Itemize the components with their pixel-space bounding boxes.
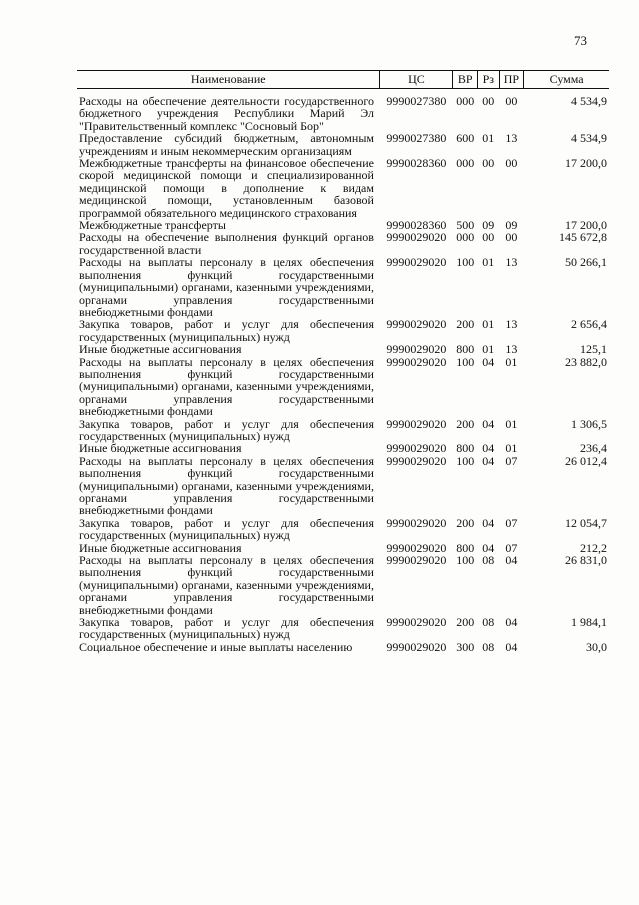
row-sum: 1 306,5	[571, 416, 607, 431]
row-rz: 00	[482, 94, 495, 108]
row-rz: 04	[482, 515, 495, 530]
row-cs: 9990029020	[386, 354, 447, 369]
row-sum: 125,1	[580, 342, 607, 357]
row-vr: 600	[456, 131, 475, 146]
row-cs: 9990028360	[386, 156, 447, 171]
row-cs: 9990029020	[386, 255, 447, 270]
row-cs: 9990029020	[386, 317, 447, 332]
row-name: Иные бюджетные ассигнования	[79, 540, 242, 555]
row-pr: 01	[505, 441, 518, 456]
row-pr: 13	[505, 317, 518, 332]
row-vr: 800	[456, 540, 475, 555]
row-name: Межбюджетные трансферты на финансовое обеспечение скорой медицинской помощи и специализированной медицинской помощи в дополнение к видам медицинской помощи, установленным базовой программой обязательного медицинского страхования	[79, 156, 374, 220]
table-row	[77, 554, 609, 616]
table-header	[77, 71, 609, 89]
row-name: Расходы на выплаты персоналу в целях обеспечения выполнения функций государственными (муниципальными) органами, казенными учреждениями, органами управления государственными внебюджетными фондами	[79, 553, 374, 617]
row-cs: 9990029020	[386, 342, 447, 357]
row-vr: 000	[456, 94, 475, 108]
table-row	[77, 418, 609, 443]
row-name: Иные бюджетные ассигнования	[79, 342, 242, 357]
row-rz: 04	[482, 540, 495, 555]
row-pr: 07	[505, 453, 518, 468]
row-name: Закупка товаров, работ и услуг для обеспечения государственных (муниципальных) нужд	[79, 515, 374, 543]
row-rz: 04	[482, 354, 495, 369]
row-cs: 9990029020	[386, 615, 447, 630]
row-vr: 300	[456, 639, 475, 654]
row-rz: 01	[482, 317, 495, 332]
table-row	[77, 132, 609, 157]
table-row	[77, 89, 609, 133]
row-vr: 100	[456, 354, 475, 369]
row-cs: 9990029020	[386, 230, 447, 245]
row-sum: 23 882,0	[565, 354, 607, 369]
row-name: Закупка товаров, работ и услуг для обеспечения государственных (муниципальных) нужд	[79, 317, 374, 344]
row-sum: 12 054,7	[565, 515, 607, 530]
row-cs: 9990029020	[386, 540, 447, 555]
row-pr: 07	[505, 515, 518, 530]
row-vr: 100	[456, 255, 475, 270]
row-name: Предоставление субсидий бюджетным, автономным учреждениям и иным некоммерческим организациям	[79, 131, 374, 158]
row-pr: 04	[505, 639, 518, 654]
row-name: Расходы на выплаты персоналу в целях обеспечения выполнения функций государственными (муниципальными) органами, казенными учреждениями, органами управления государственными внебюджетными фондами	[79, 453, 374, 518]
row-sum: 50 266,1	[565, 255, 607, 270]
row-sum: 26 831,0	[565, 553, 607, 568]
row-pr: 13	[505, 342, 518, 357]
row-pr: 00	[505, 230, 518, 245]
header-cs: ЦС	[380, 71, 453, 89]
header-sum: Сумма	[524, 71, 609, 89]
row-rz: 08	[482, 553, 495, 568]
row-rz: 09	[482, 218, 495, 233]
row-vr: 100	[456, 553, 475, 568]
row-pr: 13	[505, 131, 518, 146]
row-sum: 1 984,1	[571, 615, 607, 630]
row-sum: 2 656,4	[571, 317, 607, 332]
header-vr: ВР	[453, 71, 478, 89]
row-name: Расходы на выплаты персоналу в целях обеспечения выполнения функций государственными (муниципальными) органами, казенными учреждениями, органами управления государственными внебюджетными фондами	[79, 354, 374, 419]
row-name: Социальное обеспечение и иные выплаты населению	[79, 639, 353, 654]
row-name: Закупка товаров, работ и услуг для обеспечения государственных (муниципальных) нужд	[79, 416, 374, 443]
row-vr: 000	[456, 156, 475, 171]
row-vr: 500	[456, 218, 475, 233]
row-vr: 200	[456, 615, 475, 630]
row-rz: 00	[482, 156, 495, 171]
row-name: Закупка товаров, работ и услуг для обеспечения государственных (муниципальных) нужд	[79, 615, 374, 642]
row-vr: 000	[456, 230, 475, 245]
row-pr: 07	[505, 540, 518, 555]
page-number: 73	[574, 33, 587, 48]
table-row	[77, 318, 609, 343]
row-rz: 04	[482, 416, 495, 431]
table-row	[77, 231, 609, 256]
row-sum: 17 200,0	[565, 218, 607, 233]
row-pr: 04	[505, 553, 518, 568]
row-rz: 01	[482, 342, 495, 357]
row-name: Расходы на обеспечение выполнения функций органов государственной власти	[79, 230, 374, 257]
table-row	[77, 442, 609, 454]
row-pr: 00	[505, 94, 518, 108]
table-row	[77, 517, 609, 542]
row-sum: 4 534,9	[571, 131, 607, 146]
row-cs: 9990029020	[386, 453, 447, 468]
row-sum: 212,2	[580, 540, 607, 555]
header-rz: Рз	[478, 71, 500, 89]
row-sum: 17 200,0	[565, 156, 607, 171]
row-sum: 236,4	[580, 441, 607, 456]
row-name: Расходы на обеспечение деятельности государственного бюджетного учреждения Республики Марий Эл "Правительственный комплекс "Сосновый Бор"	[79, 94, 374, 133]
row-pr: 00	[505, 156, 518, 171]
row-vr: 200	[456, 515, 475, 530]
row-sum: 26 012,4	[565, 453, 607, 468]
row-cs: 9990027380	[386, 94, 447, 108]
table-row	[77, 256, 609, 318]
row-pr: 13	[505, 255, 518, 270]
table-row	[77, 616, 609, 641]
row-cs: 9990029020	[386, 416, 447, 431]
row-cs: 9990027380	[386, 131, 447, 146]
table-row	[77, 455, 609, 517]
row-vr: 800	[456, 342, 475, 357]
header-name: Наименование	[77, 71, 380, 89]
row-rz: 08	[482, 615, 495, 630]
row-cs: 9990029020	[386, 515, 447, 530]
row-rz: 01	[482, 131, 495, 146]
row-rz: 04	[482, 453, 495, 468]
row-pr: 04	[505, 615, 518, 630]
row-vr: 200	[456, 416, 475, 431]
row-sum: 30,0	[586, 639, 607, 654]
table-row	[77, 356, 609, 418]
row-rz: 00	[482, 230, 495, 245]
table-body	[77, 89, 609, 654]
table-row	[77, 641, 609, 653]
row-sum: 145 672,8	[559, 230, 607, 245]
row-sum: 4 534,9	[571, 94, 607, 108]
row-vr: 200	[456, 317, 475, 332]
table-row	[77, 343, 609, 355]
row-name: Расходы на выплаты персоналу в целях обеспечения выполнения функций государственными (муниципальными) органами, казенными учреждениями, органами управления государственными внебюджетными фондами	[79, 255, 374, 319]
row-pr: 01	[505, 416, 518, 431]
row-vr: 800	[456, 441, 475, 456]
row-cs: 9990029020	[386, 553, 447, 568]
row-rz: 04	[482, 441, 495, 456]
row-cs: 9990028360	[386, 218, 447, 233]
header-pr: ПР	[499, 71, 524, 89]
row-rz: 08	[482, 639, 495, 654]
row-pr: 01	[505, 354, 518, 369]
table-row	[77, 157, 609, 219]
row-name: Иные бюджетные ассигнования	[79, 441, 242, 456]
row-cs: 9990029020	[386, 441, 447, 456]
row-rz: 01	[482, 255, 495, 270]
row-vr: 100	[456, 453, 475, 468]
row-name: Межбюджетные трансферты	[79, 218, 226, 233]
budget-table	[77, 70, 609, 653]
row-cs: 9990029020	[386, 639, 447, 654]
row-pr: 09	[505, 218, 518, 233]
